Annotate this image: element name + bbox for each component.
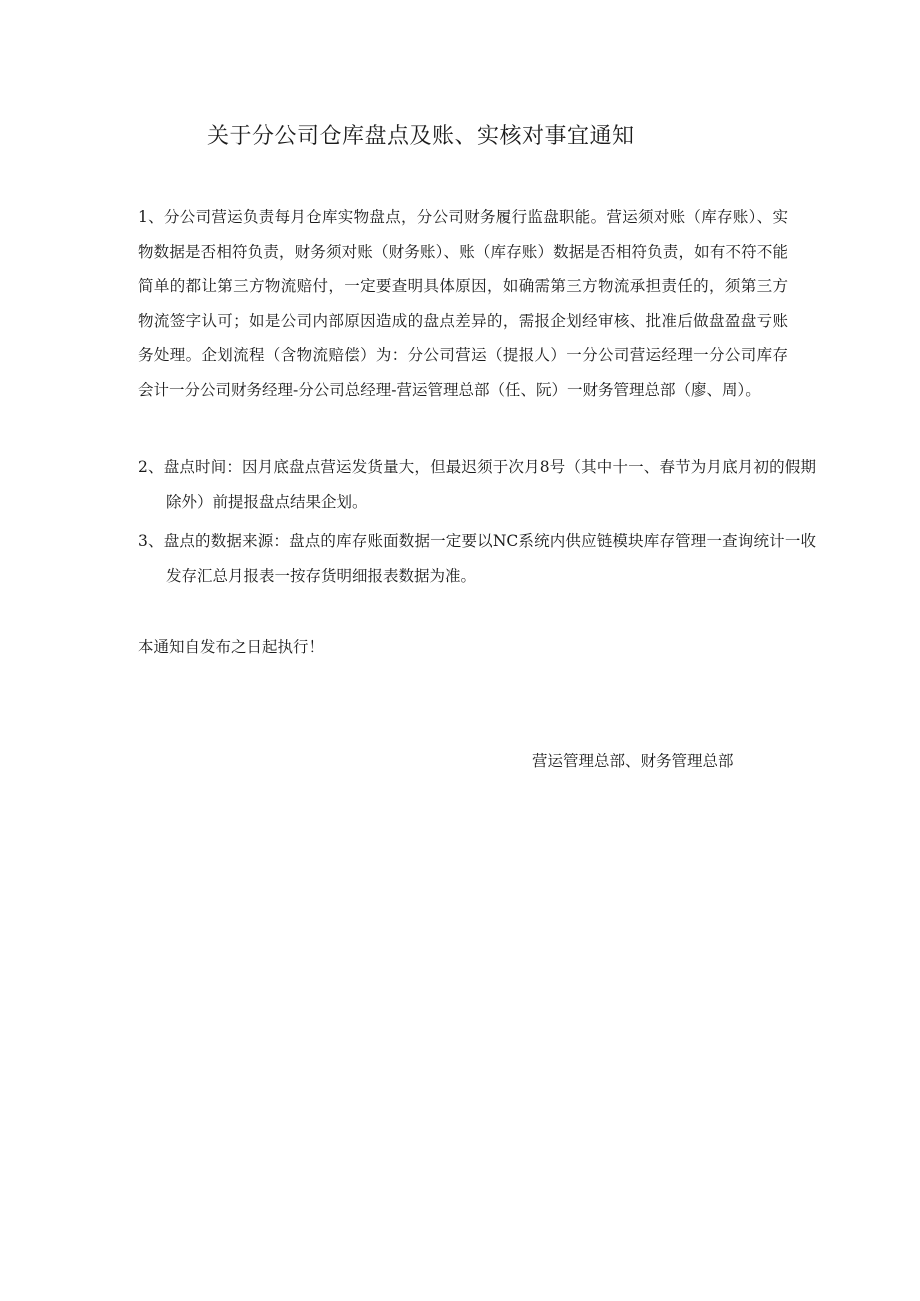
item-number: 3、 (138, 532, 164, 550)
item-number: 1、 (138, 208, 164, 226)
issuer-signature: 营运管理总部、财务管理总部 (532, 752, 734, 770)
notice-item-1 (138, 200, 788, 407)
item-text: 盘点时间：因月底盘点营运发货量大，但最迟须于次月8号（其中十一、春节为月底月初的假期除外）前提报盘点结果企划。 (163, 458, 816, 511)
item-text: 分公司营运负责每月仓库实物盘点，分公司财务履行监盘职能。营运须对账（库存账）、实物数据是否相符负责，财务须对账（财务账）、账（库存账）数据是否相符负责，如有不符不能简单的都让第三方物流赔付，一定要查明具体原因，如确需第三方物流承担责任的，须第三方物流签字认可；如是公司内部原因造成的盘点差异的，需报企划经审核、批准后做盘盈盘亏账务处理。企划流程（含物流赔偿）为：分公司营运（提报人）一分公司营运经理一分公司库存会计一分公司财务经理-分公司总经理-营运管理总部（任、阮）一财务管理总部（廖、周）。 (138, 208, 788, 399)
item-number: 2、 (138, 458, 164, 476)
notice-item-3 (138, 524, 816, 593)
closing-statement: 本通知自发布之日起执行！ (138, 638, 325, 656)
notice-item-2 (138, 450, 816, 519)
document-title: 关于分公司仓库盘点及账、实核对事宜通知 (207, 124, 635, 149)
item-text: 盘点的数据来源：盘点的库存账面数据一定要以NC系统内供应链模块库存管理一查询统计一收发存汇总月报表一按存货明细报表数据为准。 (163, 532, 816, 585)
